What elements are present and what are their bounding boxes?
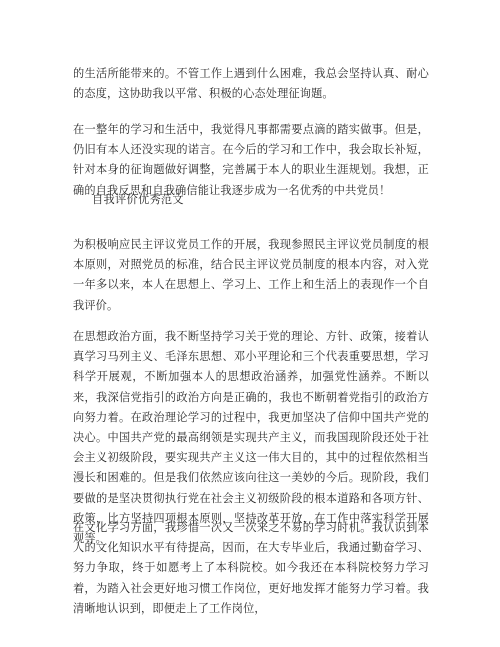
- paragraph-year-reflection: 在一整年的学习和生活中，我觉得凡事都需要点滴的踏实做事。但是，仍旧有本人还没实现的诺言。在今后的学习和工作中，我会取长补短，针对本身的征询题做好调整，完善属于本人的职业生涯规划。我想，正确的自我反思和自我确信能让我逐步成为一名优秀的中共党员！: [73, 123, 429, 197]
- paragraph-evaluation-intro: 为积极响应民主评议党员工作的开展，我现参照民主评议党员制度的根本原则，对照党员的标准，结合民主评议党员制度的根本内容，对入党一年多以来，本人在思想上、学习上、工作上和生活上的表现作一个自我评价。: [73, 238, 429, 312]
- paragraph-political-thought: 在思想政治方面，我不断坚持学习关于党的理论、方针、政策，接着认真学习马列主义、毛泽东思想、邓小平理论和三个代表重要思想，学习科学开展观，不断加强本人的思想政治涵养，加强党性涵养。不断以来，我深信党指引的政治方向是正确的，我也不断朝着党指引的政治方向努力着。在政治理论学习的过程中，我更加坚决了信仰中国共产党的决心。中国共产党的最高纲领是实现共产主义，而我国现阶段还处于社会主义初级阶段，要实现共产主义这一伟大目的，其中的过程依然相当漫长和困难的。但是我们依然应该向往这一美妙的今后。现阶段，我们要做的是坚决贯彻执行党在社会主义初级阶段的根本道路和各项方针、政策，比方坚持四项根本原则，坚持改革开放，在工作中落实科学开展观等。: [73, 330, 429, 546]
- paragraph-intro-continuation: 的生活所能带来的。不管工作上遇到什么困难，我总会坚持认真、耐心的态度，这协助我以平常、积极的心态处理征询题。: [73, 67, 429, 101]
- paragraph-cultural-study: 在文化学习方面，我珍惜一次又一次来之不易的学习时机。我认识到本人的文化知识水平有待提高，因而，在大专毕业后，我通过勤奋学习、努力争取，终于如愿考上了本科院校。如今我还在本科院校努力学习着，为踏入社会更好地习惯工作岗位，更好地发挥才能努力学习着。我清晰地认识到，即便走上了工作岗位，: [73, 521, 429, 615]
- section-heading: 自我评价优秀范文: [92, 193, 184, 206]
